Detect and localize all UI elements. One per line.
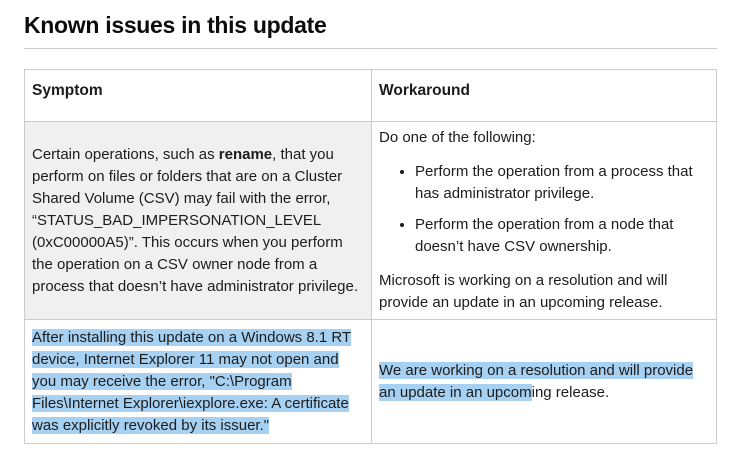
column-header-symptom: Symptom [25, 70, 372, 122]
symptom-text-before-bold: Certain operations, such as [32, 145, 219, 163]
symptom-text-row1 [32, 144, 364, 298]
workaround-cell-row2 [372, 320, 717, 444]
selected-text-workaround: We are working on a resolution and will provide an update in an upcom [379, 361, 694, 401]
workaround-outro: Microsoft is working on a resolution and will provide an update in an upcoming release. [379, 272, 668, 312]
symptom-cell-row2 [25, 320, 372, 444]
table-row [25, 320, 717, 444]
selected-text-symptom: After installing this update on a Windows 8.1 RT device, Internet Explorer 11 may not open and you may receive the error, "C:\Program Files\Internet Explorer\iexplore.exe: A certificate was explicitly revoked by its issuer." [32, 328, 352, 434]
unselected-text-workaround: ing release. [531, 383, 610, 401]
symptom-cell-row1 [25, 122, 372, 320]
workaround-intro: Do one of the following: [379, 129, 536, 147]
known-issues-table [24, 69, 717, 444]
bullet-item: • Perform the operation from a process that has administrator privilege. [415, 161, 709, 205]
workaround-text-row2 [379, 360, 709, 404]
column-header-workaround: Workaround [372, 70, 717, 122]
bullet-item: • Perform the operation from a node that doesn’t have CSV ownership. [415, 214, 709, 258]
symptom-text-row2 [32, 327, 364, 437]
title-divider [24, 48, 717, 49]
symptom-text-after-bold: , that you perform on files or folders that are on a Cluster Shared Volume (CSV) may fail with the error, “STATUS_BAD_IMPERSONATION_LEVEL (0xC00000A5)”. This occurs when you perform the operation on a CSV owner node from a process that doesn’t have administrator privilege. [32, 145, 359, 295]
workaround-bullet-list [379, 161, 709, 258]
workaround-cell-row1 [372, 122, 717, 320]
symptom-text-bold-term: rename [218, 145, 273, 163]
table-header-row [25, 70, 717, 122]
table-row [25, 122, 717, 320]
page-title: Known issues in this update [24, 12, 327, 38]
